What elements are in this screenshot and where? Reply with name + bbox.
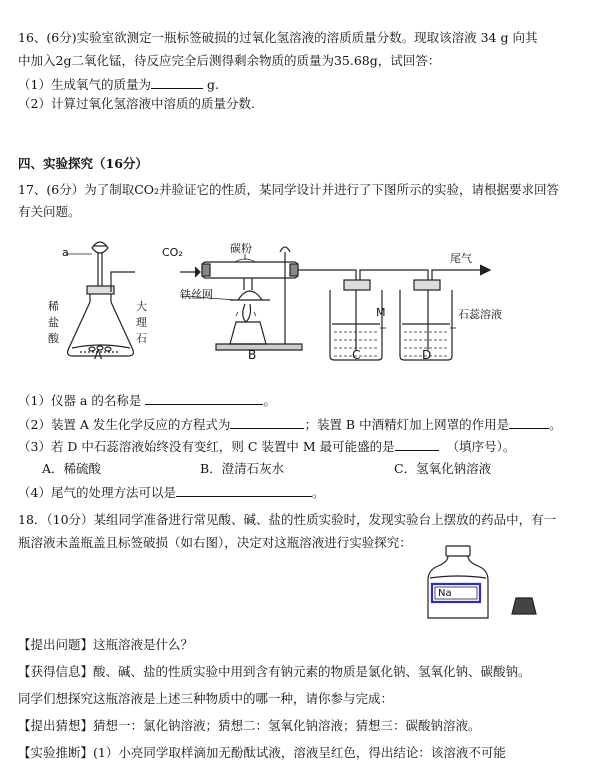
q17-option-a: A．稀硫酸 — [42, 461, 102, 476]
q18-infer: 【实验推断】(1）小亮同学取样滴加无酚酞试液，溶液呈红色，得出结论：该溶液不可能 — [18, 745, 506, 760]
bottle-figure — [420, 540, 560, 622]
caption-d: D — [422, 348, 432, 362]
label-marble-2: 理 — [136, 316, 147, 329]
label-m: M — [376, 306, 386, 319]
label-acid-1: 稀 — [48, 300, 59, 313]
q17-sub-4-end: 。 — [311, 485, 325, 500]
caption-c: C — [352, 348, 361, 362]
q18-line-2: 瓶溶液未盖瓶盖且标签破损（如右图），决定对这瓶溶液进行实验探究： — [18, 535, 412, 550]
q17-sub-3-end: （填序号）。 — [446, 439, 516, 454]
q17-option-c: C．氢氧化钠溶液 — [394, 461, 492, 476]
q17-line-1: 17、(6分）为了制取CO₂并验证它的性质，某同学设计并进行了下图所示的实验，请根据要求回答 — [18, 182, 560, 197]
q17-answer-blank-1[interactable] — [145, 392, 263, 405]
q17-answer-blank-2[interactable] — [230, 416, 304, 429]
label-a: a — [62, 246, 69, 259]
q17-sub-4 — [18, 484, 324, 501]
q17-sub-1 — [18, 392, 276, 409]
bottle-label-text: Na — [438, 588, 452, 599]
q16-sub-1-unit: g. — [206, 77, 219, 92]
q16-sub-1 — [18, 76, 219, 93]
apparatus-c — [330, 270, 410, 360]
q17-option-b: B．澄清石灰水 — [200, 461, 285, 476]
q17-sub-3-text: （3）若 D 中石蕊溶液始终没有变红，则 C 装置中 M 最可能盛的是 — [18, 439, 395, 454]
q17-answer-blank-4[interactable] — [395, 438, 439, 451]
q16-answer-blank-1[interactable] — [151, 76, 203, 89]
q17-answer-blank-5[interactable] — [176, 484, 312, 497]
label-co2: CO₂ — [162, 246, 183, 259]
apparatus-a — [66, 242, 135, 356]
q17-sub-3 — [18, 438, 515, 455]
section-4-title: 四、实验探究（16分） — [18, 156, 148, 171]
label-marble-1: 大 — [136, 300, 147, 313]
bottle-drawing — [420, 540, 560, 622]
q18-guess: 【提出猜想】猜想一：氯化钠溶液；猜想二：氢氧化钠溶液；猜想三：碳酸钠溶液。 — [18, 718, 481, 733]
q18-line-1: 18．（10分）某组同学准备进行常见酸、碱、盐的性质实验时，发现实验台上摆放的药品中，有一 — [18, 512, 557, 527]
label-litmus-solution: 石蕊溶液 — [458, 308, 502, 321]
label-marble-3: 石 — [136, 332, 147, 345]
q17-sub-2 — [18, 416, 562, 433]
caption-a: A — [94, 348, 103, 362]
q16-line-1: 16、(6分)实验室欲测定一瓶标签破损的过氧化氢溶液的溶质质量分数。现取该溶液 34 g 向其 — [18, 30, 538, 45]
label-carbon-powder: 碳粉 — [230, 242, 252, 255]
q17-sub-4-text: （4）尾气的处理方法可以是 — [18, 485, 176, 500]
q17-sub-1-end: 。 — [263, 393, 276, 408]
q17-sub-2-end: 。 — [549, 417, 562, 432]
q16-line-2: 中加入2g二氧化锰，待反应完全后测得剩余物质的质量为35.68g，试回答： — [18, 53, 441, 68]
label-acid-2: 盐 — [48, 316, 59, 329]
apparatus-figure — [40, 232, 560, 372]
label-acid-3: 酸 — [48, 332, 59, 345]
q17-line-2: 有关问题。 — [18, 204, 81, 219]
apparatus-drawing — [40, 232, 560, 372]
q18-info: 【获得信息】酸、碱、盐的性质实验中用到含有钠元素的物质是氯化钠、氢氧化钠、碳酸钠。 — [18, 664, 531, 679]
label-exhaust: 尾气 — [450, 252, 472, 265]
q17-answer-blank-3[interactable] — [509, 416, 549, 429]
q18-invite: 同学们想探究这瓶溶液是上述三种物质中的哪一种，请你参与完成： — [18, 691, 394, 706]
q16-sub-1-text: （1）生成氧气的质量为 — [18, 77, 151, 92]
q17-sub-1-text: （1）仪器 a 的名称是 — [18, 393, 142, 408]
caption-b: B — [248, 348, 257, 362]
q17-sub-2-text: （2）装置 A 发生化学反应的方程式为 — [18, 417, 231, 432]
q17-sub-2-mid: ；装置 B 中酒精灯加上网罩的作用是 — [304, 417, 510, 432]
label-iron-gauze: 铁丝网 — [180, 288, 213, 301]
q18-question: 【提出问题】这瓶溶液是什么？ — [18, 637, 194, 652]
q16-sub-2: （2）计算过氧化氢溶液中溶质的质量分数. — [18, 96, 255, 111]
